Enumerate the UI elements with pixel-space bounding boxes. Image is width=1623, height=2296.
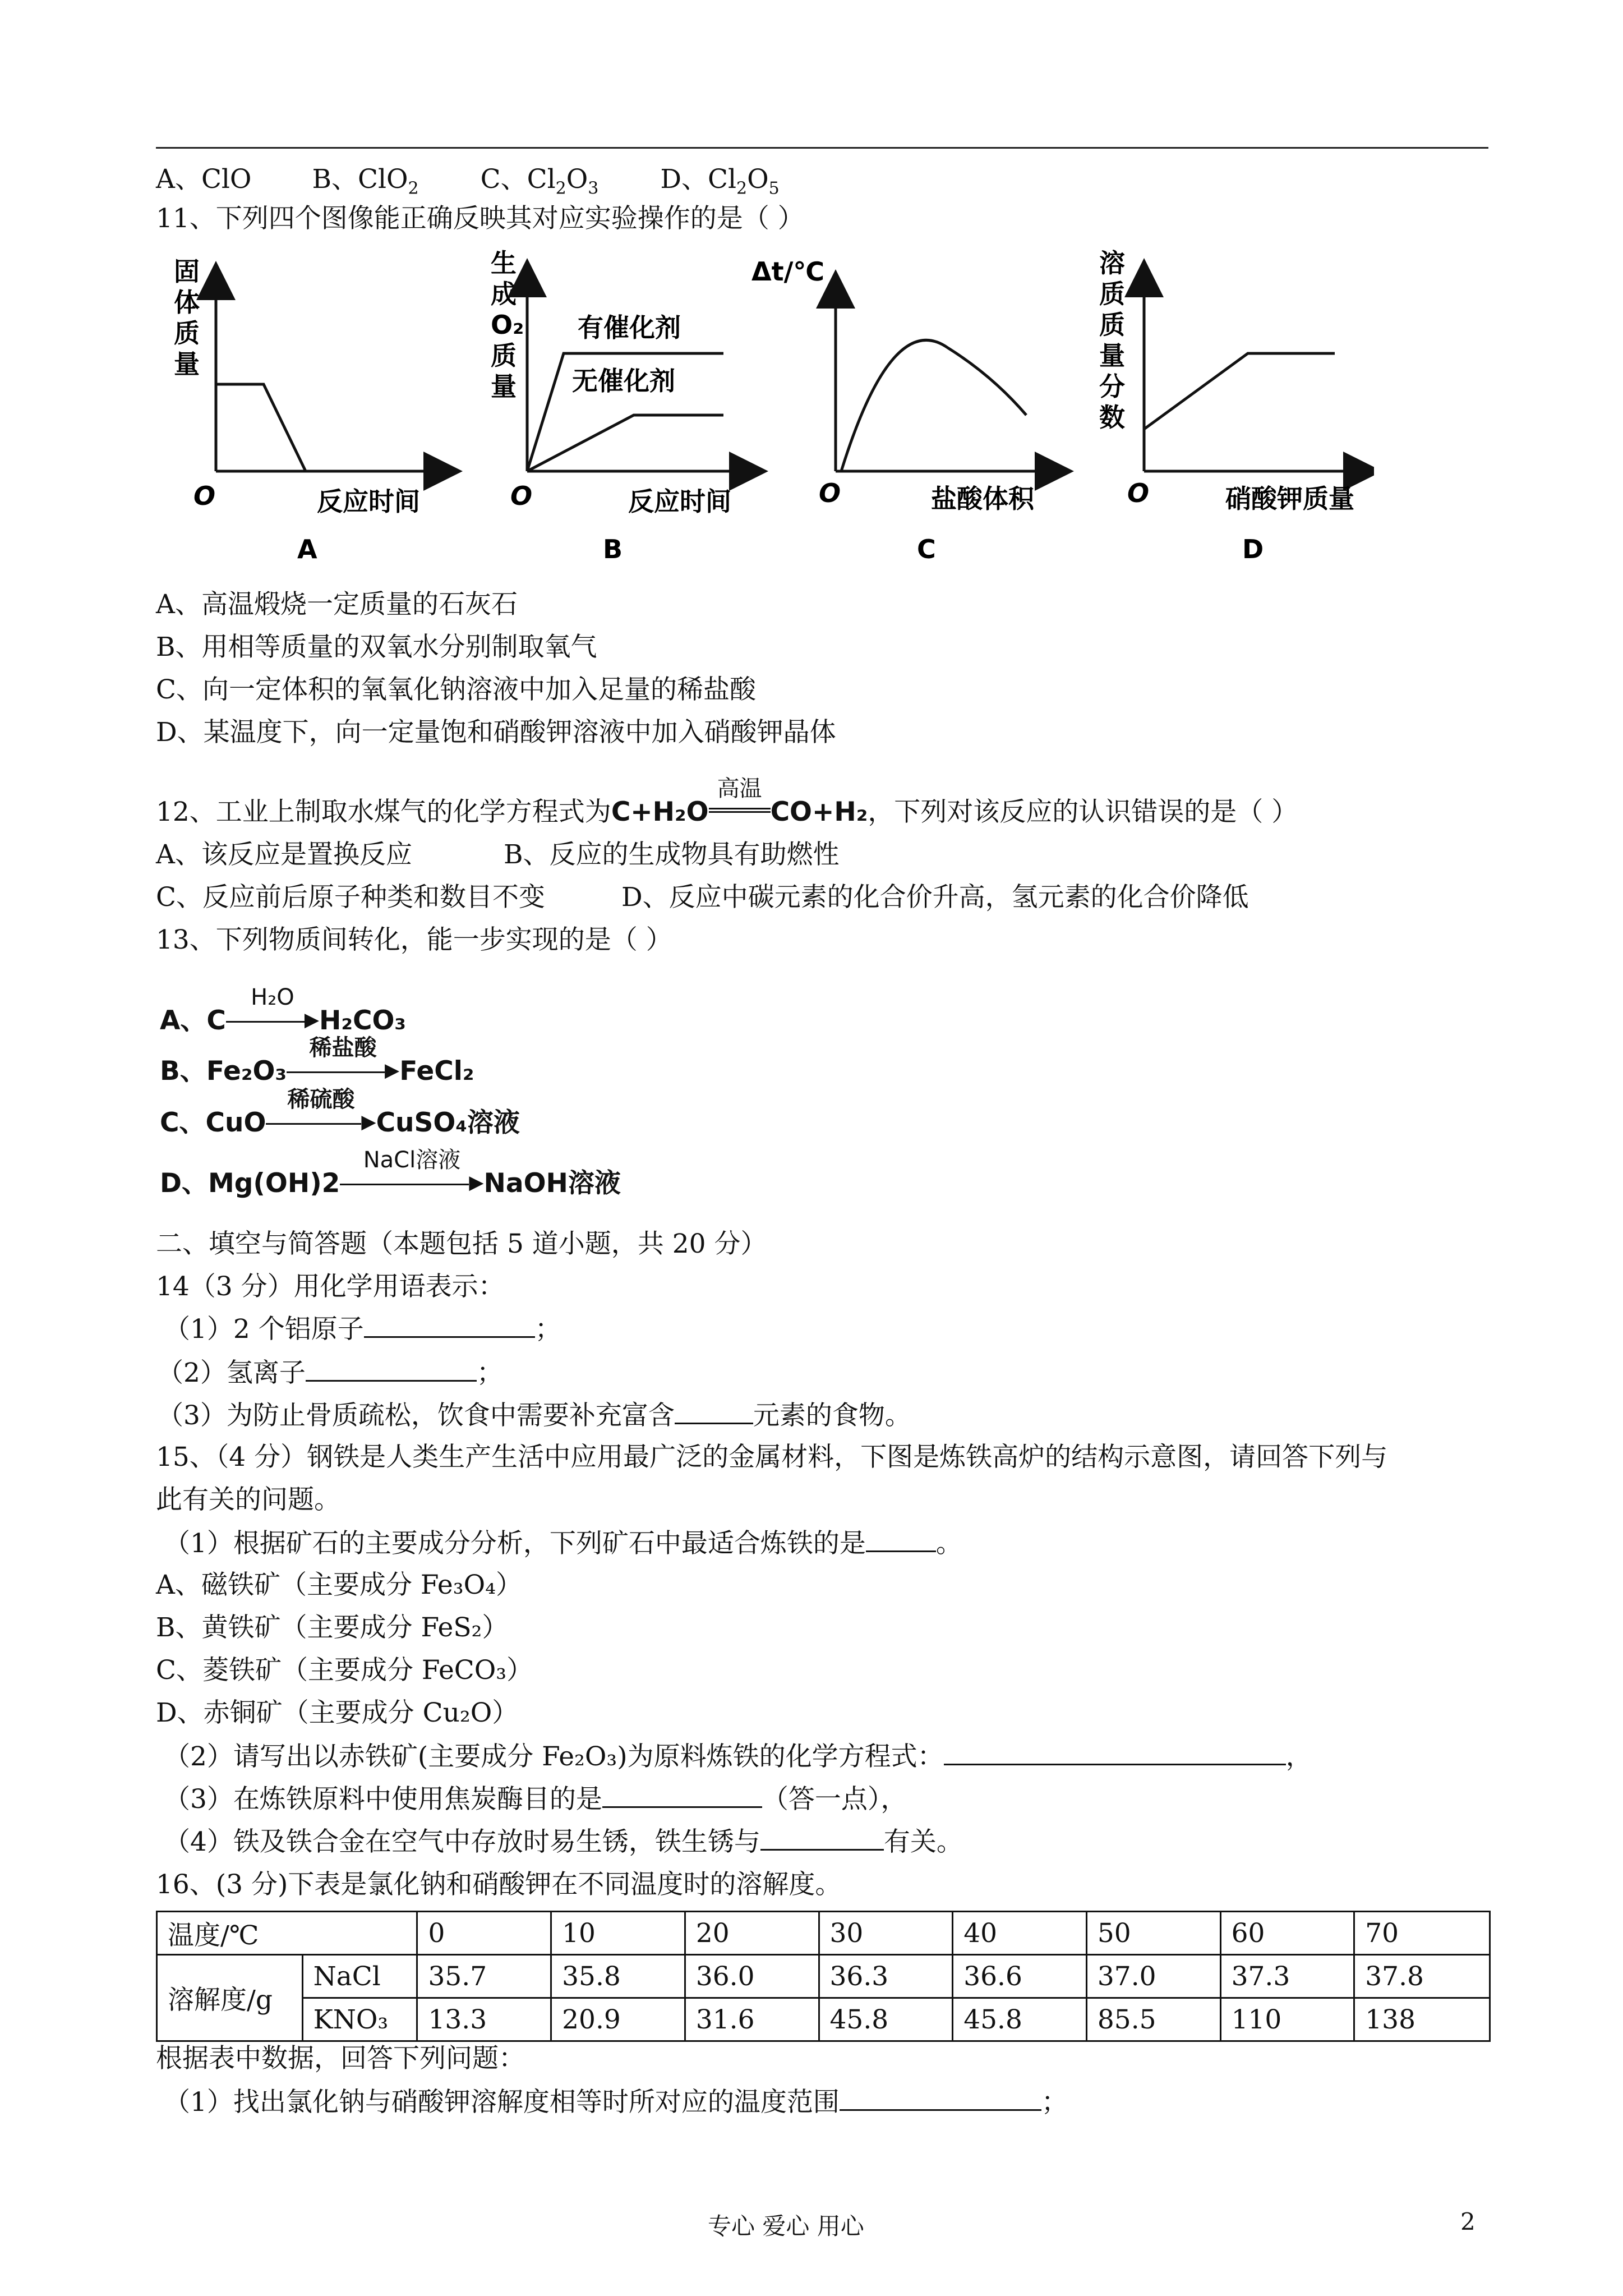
temp-cell: 50 <box>1086 1912 1220 1955</box>
q11-option-a: A、高温煅烧一定质量的石灰石 <box>156 589 518 620</box>
q16-blank-1[interactable] <box>840 2085 1041 2111</box>
graph-c-ylabel: Δt/℃ <box>751 256 825 287</box>
graph-c-letter: C <box>917 534 936 564</box>
table-cell: 31.6 <box>685 1998 819 2041</box>
q16-after: 根据表中数据，回答下列问题： <box>156 2043 525 2074</box>
table-row-nacl <box>157 1955 1490 1998</box>
table-cell: 37.0 <box>1086 1955 1220 1998</box>
table-row-kno3 <box>157 1998 1490 2041</box>
graph-d-ylabel-1: 溶 <box>1099 248 1125 278</box>
q12-option-b: B、反应的生成物具有助燃性 <box>504 839 840 870</box>
table-cell: 45.8 <box>953 1998 1087 2041</box>
graph-a-ylabel-1: 固 <box>174 256 200 287</box>
graph-d <box>1099 248 1363 564</box>
q12-option-a: A、该反应是置换反应 <box>156 839 412 870</box>
table-cell: 37.3 <box>1220 1955 1354 1998</box>
graph-d-letter: D <box>1242 534 1264 564</box>
table-cell: 110 <box>1220 1998 1354 2041</box>
q16-stem: 16、(3 分)下表是氯化钠和硝酸钾在不同温度时的溶解度。 <box>156 1869 842 1900</box>
graph-a <box>174 256 443 564</box>
table-cell: 45.8 <box>819 1998 953 2041</box>
substance-name: NaCl <box>302 1955 417 1998</box>
q15-option-c: C、菱铁矿（主要成分 FeCO₃） <box>156 1655 533 1686</box>
graph-b-ylabel-5: 量 <box>491 371 517 402</box>
graph-b-ylabel-1: 生 <box>491 248 517 278</box>
header-rule <box>156 147 1488 149</box>
graph-a-letter: A <box>297 534 317 564</box>
q15-option-a: A、磁铁矿（主要成分 Fe₃O₄） <box>156 1570 522 1600</box>
graph-b-ylabel-3: O₂ <box>491 310 524 340</box>
graph-d-ylabel-5: 分 <box>1099 371 1125 402</box>
table-cell: 85.5 <box>1086 1998 1220 2041</box>
q14-part-1: （1）2 个铝原子 ； <box>164 1312 561 1346</box>
graph-b-letter: B <box>603 534 623 564</box>
table-row-temperature <box>157 1912 1490 1955</box>
q11-option-d: D、某温度下，向一定量饱和硝酸钾溶液中加入硝酸钾晶体 <box>156 717 836 748</box>
q14-blank-3[interactable] <box>675 1398 753 1424</box>
graph-a-origin: O <box>193 481 216 511</box>
q14-blank-1[interactable] <box>364 1312 535 1338</box>
table-cell: 37.8 <box>1354 1955 1490 1998</box>
graph-b-curve2-label: 无催化剂 <box>572 366 675 396</box>
solubility-table <box>156 1911 1491 2042</box>
q10-option-d: D、$Cl_2O_5$ <box>660 164 780 199</box>
table-cell: 36.6 <box>953 1955 1087 1998</box>
graph-d-curve <box>1144 353 1335 429</box>
graph-c <box>751 256 1054 564</box>
q15-stem-line1: 15、（4 分）钢铁是人类生产生活中应用最广泛的金属材料，下图是炼铁高炉的结构示意图，请回答下列与 <box>156 1442 1388 1473</box>
temp-cell: 0 <box>417 1912 551 1955</box>
q14-part-2: （2）氢离子 ； <box>157 1355 503 1390</box>
graph-d-ylabel-4: 量 <box>1099 341 1125 371</box>
table-cell: 138 <box>1354 1998 1490 2041</box>
graph-d-ylabel-6: 数 <box>1099 402 1125 432</box>
substance-name: KNO₃ <box>302 1998 417 2041</box>
table-cell: 36.3 <box>819 1955 953 1998</box>
q10-options <box>156 163 780 199</box>
table-cell: 13.3 <box>417 1998 551 2041</box>
q12-condition: 高温 <box>717 776 762 802</box>
q12-stem: 12、工业上制取水煤气的化学方程式为C+H₂O 高温 CO+H₂，下列对该反应的认识错误的是（ ） <box>156 795 1298 829</box>
q15-part-3: （3）在炼铁原料中使用焦炭酶目的是 （答一点）， <box>164 1782 907 1816</box>
graph-d-origin: O <box>1127 478 1150 508</box>
graph-b-curve-no-catalyst <box>527 415 723 471</box>
graph-d-ylabel-3: 质 <box>1099 310 1125 340</box>
q11-option-c: C、向一定体积的氧氧化钠溶液中加入足量的稀盐酸 <box>156 674 756 705</box>
temp-label: 温度/℃ <box>157 1912 417 1955</box>
q12-option-c: C、反应前后原子种类和数目不变 <box>156 882 545 913</box>
q12-option-d: D、反应中碳元素的化合价升高，氢元素的化合价降低 <box>621 882 1249 913</box>
q14-stem: 14（3 分）用化学用语表示： <box>156 1271 505 1302</box>
graph-c-origin: O <box>819 478 841 508</box>
graph-a-ylabel-4: 量 <box>174 349 200 379</box>
q16-part-1: （1）找出氯化钠与硝酸钾溶解度相等时所对应的温度范围 ； <box>164 2085 1068 2119</box>
q10-option-b: B、ClO$_2$ <box>312 164 419 199</box>
graph-d-xlabel: 硝酸钾质量 <box>1225 484 1354 514</box>
temp-cell: 60 <box>1220 1912 1354 1955</box>
q14-blank-2[interactable] <box>306 1355 477 1382</box>
graph-b-origin: O <box>510 481 533 511</box>
graph-b-ylabel-2: 成 <box>491 279 517 309</box>
graph-b-curve1-label: 有催化剂 <box>578 312 681 343</box>
graph-b-ylabel-4: 质 <box>491 341 517 371</box>
q15-blank-3[interactable] <box>602 1782 762 1808</box>
table-cell: 36.0 <box>685 1955 819 1998</box>
q15-blank-2[interactable] <box>944 1739 1286 1765</box>
graph-d-ylabel-2: 质 <box>1099 279 1125 309</box>
table-cell: 35.7 <box>417 1955 551 1998</box>
q13-option-c: C、CuO 稀硫酸 ▶CuSO₄溶液 <box>160 1087 520 1138</box>
temp-cell: 70 <box>1354 1912 1490 1955</box>
temp-cell: 20 <box>685 1912 819 1955</box>
temp-cell: 10 <box>551 1912 685 1955</box>
graph-c-curve <box>841 340 1026 471</box>
graph-a-curve <box>216 384 306 471</box>
q11-graphs-figure <box>163 247 1374 578</box>
q15-blank-1[interactable] <box>866 1526 936 1552</box>
table-cell: 20.9 <box>551 1998 685 2041</box>
graph-b-xlabel: 反应时间 <box>628 486 731 517</box>
graph-c-xlabel: 盐酸体积 <box>931 484 1034 514</box>
q15-stem-line2: 此有关的问题。 <box>156 1484 340 1515</box>
q13-option-b: B、Fe₂O₃ 稀盐酸 ▶FeCl₂ <box>160 1035 474 1087</box>
q15-part-2: （2）请写出以赤铁矿(主要成分 Fe₂O₃)为原料炼铁的化学方程式： ， <box>164 1739 1312 1774</box>
section-2-heading: 二、填空与简答题（本题包括 5 道小题，共 20 分） <box>156 1228 767 1259</box>
solubility-label: 溶解度/g <box>157 1955 303 2041</box>
temp-cell: 40 <box>953 1912 1087 1955</box>
q13-stem: 13、下列物质间转化，能一步实现的是（ ） <box>156 924 672 955</box>
q15-blank-4[interactable] <box>760 1824 884 1851</box>
graph-a-ylabel-2: 体 <box>174 287 200 318</box>
q13-option-d: D、Mg(OH)2 NaCl溶液 ▶NaOH溶液 <box>160 1147 621 1199</box>
q13-option-a: A、C H₂O ▶H₂CO₃ <box>160 984 406 1036</box>
q14-part-3: （3）为防止骨质疏松，饮食中需要补充富含 元素的食物。 <box>157 1398 911 1433</box>
q12-equation: C+H₂O 高温 CO+H₂ <box>611 797 868 827</box>
page-number: 2 <box>1460 2208 1476 2235</box>
table-cell: 35.8 <box>551 1955 685 1998</box>
graph-b <box>491 248 749 564</box>
q11-option-b: B、用相等质量的双氧水分别制取氧气 <box>156 632 597 662</box>
graph-a-ylabel-3: 质 <box>174 318 200 348</box>
graph-a-xlabel: 反应时间 <box>317 486 420 517</box>
temp-cell: 30 <box>819 1912 953 1955</box>
q15-option-d: D、赤铜矿（主要成分 Cu₂O） <box>156 1697 519 1728</box>
q15-option-b: B、黄铁矿（主要成分 FeS₂） <box>156 1612 509 1643</box>
footer-slogan: 专心 爱心 用心 <box>708 2212 864 2240</box>
q15-part-4: （4）铁及铁合金在空气中存放时易生锈，铁生锈与 有关。 <box>164 1824 963 1859</box>
q15-part-1: （1）根据矿石的主要成分分析，下列矿石中最适合炼铁的是 。 <box>164 1526 962 1561</box>
q11-stem: 11、下列四个图像能正确反映其对应实验操作的是（ ） <box>156 203 804 234</box>
q10-option-a: A、ClO <box>156 164 252 195</box>
q10-option-c: C、$Cl_2O_3$ <box>480 164 599 199</box>
